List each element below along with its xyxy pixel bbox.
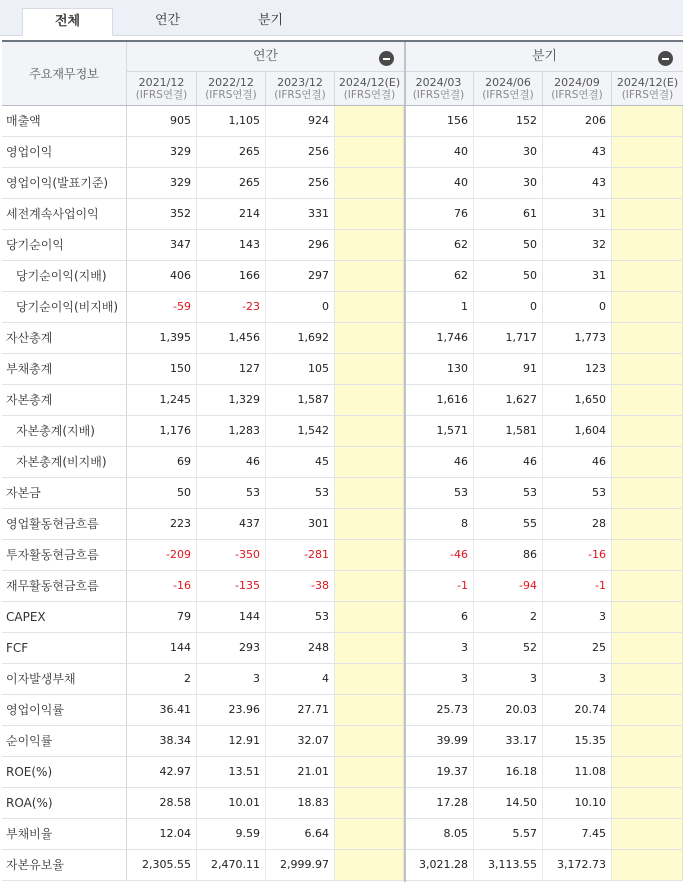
table-row [2,633,683,664]
table-cell [612,478,683,508]
row-label: 매출액 [2,106,127,136]
table-cell: 1,571 [404,416,474,446]
table-cell: 3,172.73 [543,850,612,880]
table-cell: 17.28 [404,788,474,818]
column-period: 2024/06 [485,76,531,89]
table-cell: 329 [127,168,197,198]
table-cell: 16.18 [474,757,543,787]
table-cell: -135 [197,571,266,601]
table-cell: 3 [543,602,612,632]
table-cell: 28.58 [127,788,197,818]
table-row [2,726,683,757]
table-cell: 46 [404,447,474,477]
column-header [266,72,335,106]
table-cell: 150 [127,354,197,384]
table-cell: -281 [266,540,335,570]
table-cell: 10.10 [543,788,612,818]
column-header [335,72,404,106]
row-label: ROA(%) [2,788,127,818]
financial-summary-table [2,40,683,882]
table-cell: 1,456 [197,323,266,353]
table-cell: 53 [543,478,612,508]
table-cell: -1 [543,571,612,601]
row-label: CAPEX [2,602,127,632]
group-header-quarterly [406,42,683,72]
table-cell: 1,283 [197,416,266,446]
table-cell: 86 [474,540,543,570]
column-header [543,72,612,106]
column-basis: (IFRS연결) [274,89,326,101]
table-cell: 293 [197,633,266,663]
row-label: 영업이익(발표기준) [2,168,127,198]
table-cell [612,447,683,477]
table-cell [335,416,404,446]
table-cell: 3 [474,664,543,694]
tab-bar [0,0,683,36]
table-cell [612,416,683,446]
row-label: 자본총계(지배) [2,416,127,446]
table-row [2,509,683,540]
table-cell: 1,604 [543,416,612,446]
table-cell [612,106,683,136]
table-cell [335,354,404,384]
table-cell: 2,999.97 [266,850,335,880]
column-period: 2024/09 [554,76,600,89]
row-label: 영업활동현금흐름 [2,509,127,539]
table-cell: 7.45 [543,819,612,849]
table-cell: 6 [404,602,474,632]
table-cell [335,292,404,322]
column-period: 2022/12 [208,76,254,89]
table-cell: 33.17 [474,726,543,756]
table-cell [612,137,683,167]
table-cell [612,385,683,415]
table-cell: 43 [543,168,612,198]
table-cell: 30 [474,168,543,198]
table-cell: -1 [404,571,474,601]
table-cell: 20.74 [543,695,612,725]
row-label: 당기순이익(지배) [2,261,127,291]
table-cell: 55 [474,509,543,539]
column-basis: (IFRS연결) [621,89,674,101]
row-label: 자본금 [2,478,127,508]
table-cell: 1,746 [404,323,474,353]
table-cell: 79 [127,602,197,632]
table-cell: 156 [404,106,474,136]
table-cell: 53 [474,478,543,508]
table-cell: 329 [127,137,197,167]
row-label: 영업이익 [2,137,127,167]
table-cell [612,726,683,756]
table-cell: -209 [127,540,197,570]
table-cell: 76 [404,199,474,229]
table-cell [335,633,404,663]
table-cell: 437 [197,509,266,539]
table-cell: 1,542 [266,416,335,446]
table-cell: 2,470.11 [197,850,266,880]
table-cell [612,664,683,694]
table-row [2,106,683,137]
table-cell [335,602,404,632]
table-cell: 50 [474,230,543,260]
table-cell: 1,105 [197,106,266,136]
table-cell [612,571,683,601]
column-period: 2023/12 [277,76,323,89]
table-cell: 53 [197,478,266,508]
table-row [2,385,683,416]
table-cell: 28 [543,509,612,539]
table-cell [335,695,404,725]
column-basis: (IFRS연결) [343,89,396,101]
table-cell: 14.50 [474,788,543,818]
column-period: 2021/12 [138,76,185,89]
table-cell: 352 [127,199,197,229]
table-cell: 53 [404,478,474,508]
table-cell: 53 [266,478,335,508]
table-cell: 91 [474,354,543,384]
table-cell: 1,692 [266,323,335,353]
table-cell [335,106,404,136]
column-header [474,72,543,106]
column-period: 2024/12(E) [338,76,401,89]
table-cell [335,478,404,508]
column-basis: (IFRS연결) [482,89,534,101]
table-cell [335,726,404,756]
table-cell: 3 [543,664,612,694]
table-cell [335,447,404,477]
table-cell [335,509,404,539]
row-label: 부채총계 [2,354,127,384]
row-label: 부채비율 [2,819,127,849]
table-cell [612,633,683,663]
table-cell [612,695,683,725]
table-cell: 127 [197,354,266,384]
table-cell: 36.41 [127,695,197,725]
table-cell: -59 [127,292,197,322]
table-cell: 1,773 [543,323,612,353]
table-cell [612,540,683,570]
column-header [197,72,266,106]
row-label: ROE(%) [2,757,127,787]
table-cell: 53 [266,602,335,632]
table-row [2,168,683,199]
table-cell: 31 [543,261,612,291]
table-cell [612,292,683,322]
table-cell: 2 [127,664,197,694]
group-separator [404,42,406,882]
table-cell: 3 [404,664,474,694]
table-cell: 19.37 [404,757,474,787]
row-label: 당기순이익 [2,230,127,260]
table-cell: 105 [266,354,335,384]
table-cell: 15.35 [543,726,612,756]
column-basis: (IFRS연결) [135,89,188,101]
table-cell [335,137,404,167]
table-cell: 130 [404,354,474,384]
table-cell: 46 [197,447,266,477]
table-cell: 1,627 [474,385,543,415]
table-cell: 248 [266,633,335,663]
column-period: 2024/12(E) [616,76,679,89]
table-row [2,850,683,881]
table-cell: 123 [543,354,612,384]
table-cell: 143 [197,230,266,260]
table-cell [612,261,683,291]
table-cell: 256 [266,137,335,167]
table-cell: 3,113.55 [474,850,543,880]
table-row [2,602,683,633]
table-cell [335,664,404,694]
table-cell: 43 [543,137,612,167]
table-cell: 1,245 [127,385,197,415]
table-cell: 265 [197,137,266,167]
table-cell: -16 [543,540,612,570]
table-cell: 18.83 [266,788,335,818]
table-cell: 1,717 [474,323,543,353]
table-cell: 1,395 [127,323,197,353]
table-row [2,695,683,726]
column-header [612,72,683,106]
table-row [2,757,683,788]
table-row [2,664,683,695]
table-cell: 25.73 [404,695,474,725]
table-cell: -46 [404,540,474,570]
table-cell: 46 [474,447,543,477]
table-cell: 30 [474,137,543,167]
table-cell: 1 [404,292,474,322]
row-label: 이자발생부채 [2,664,127,694]
table-cell: -94 [474,571,543,601]
table-cell: -38 [266,571,335,601]
row-label: 순이익률 [2,726,127,756]
table-cell [335,168,404,198]
table-cell: 25 [543,633,612,663]
collapse-annual-icon[interactable] [379,51,394,66]
table-cell: 144 [197,602,266,632]
row-label: 자본총계 [2,385,127,415]
table-row [2,571,683,602]
table-cell: 8 [404,509,474,539]
column-basis: (IFRS연결) [551,89,603,101]
table-cell: 32 [543,230,612,260]
table-cell: 331 [266,199,335,229]
table-cell [612,509,683,539]
group-quarterly-label: 분기 [531,49,558,64]
table-cell [612,819,683,849]
table-cell: 42.97 [127,757,197,787]
table-cell: 301 [266,509,335,539]
table-row [2,323,683,354]
table-cell [612,199,683,229]
table-cell: 347 [127,230,197,260]
table-cell: 3 [404,633,474,663]
table-cell: 12.91 [197,726,266,756]
table-cell: 3 [197,664,266,694]
row-label: 세전계속사업이익 [2,199,127,229]
table-cell [335,819,404,849]
table-cell: 23.96 [197,695,266,725]
table-cell: 6.64 [266,819,335,849]
table-cell: 0 [543,292,612,322]
table-cell: 2,305.55 [127,850,197,880]
row-label: 영업이익률 [2,695,127,725]
table-cell: 1,176 [127,416,197,446]
table-cell: 38.34 [127,726,197,756]
table-cell: 1,650 [543,385,612,415]
column-period: 2024/03 [415,76,462,89]
table-row [2,230,683,261]
table-cell: 31 [543,199,612,229]
table-cell [335,540,404,570]
table-cell: 32.07 [266,726,335,756]
table-cell: 297 [266,261,335,291]
table-cell: 13.51 [197,757,266,787]
table-cell: 27.71 [266,695,335,725]
table-cell: 9.59 [197,819,266,849]
table-cell [335,230,404,260]
table-cell: 50 [474,261,543,291]
column-basis: (IFRS연결) [412,89,465,101]
table-row [2,354,683,385]
table-row [2,478,683,509]
table-row [2,819,683,850]
table-cell: 0 [266,292,335,322]
table-cell [335,261,404,291]
table-cell: 11.08 [543,757,612,787]
table-cell: 10.01 [197,788,266,818]
table-cell [335,385,404,415]
tab-all[interactable]: 전체 [22,8,113,36]
group-annual-label: 연간 [252,49,279,64]
table-cell: 50 [127,478,197,508]
table-cell [335,850,404,880]
table-cell [612,323,683,353]
table-cell: 1,329 [197,385,266,415]
table-cell: 8.05 [404,819,474,849]
tab-annual[interactable]: 연간 [154,13,181,28]
table-row [2,199,683,230]
table-cell: 69 [127,447,197,477]
table-cell: 39.99 [404,726,474,756]
table-cell [335,571,404,601]
table-cell: 62 [404,230,474,260]
table-cell: 5.57 [474,819,543,849]
table-cell: 214 [197,199,266,229]
table-cell: 1,616 [404,385,474,415]
table-cell: 52 [474,633,543,663]
table-cell [612,230,683,260]
table-row [2,137,683,168]
row-label: 자산총계 [2,323,127,353]
table-cell: -16 [127,571,197,601]
table-cell [612,354,683,384]
row-label: 재무활동현금흐름 [2,571,127,601]
table-row [2,261,683,292]
table-cell: 2 [474,602,543,632]
table-cell: 166 [197,261,266,291]
table-cell: 905 [127,106,197,136]
table-cell: 223 [127,509,197,539]
table-cell: 46 [543,447,612,477]
table-cell [612,168,683,198]
row-label: FCF [2,633,127,663]
table-cell: 406 [127,261,197,291]
table-cell [335,788,404,818]
table-cell: 61 [474,199,543,229]
table-row [2,788,683,819]
table-cell [335,323,404,353]
table-cell [612,850,683,880]
table-cell: 924 [266,106,335,136]
table-cell: 45 [266,447,335,477]
table-cell: 20.03 [474,695,543,725]
group-header-annual [127,42,404,72]
column-header [127,72,197,106]
table-cell [612,757,683,787]
table-cell: 4 [266,664,335,694]
table-cell: 1,581 [474,416,543,446]
table-cell: -23 [197,292,266,322]
column-header [404,72,474,106]
row-label: 당기순이익(비지배) [2,292,127,322]
table-cell: -350 [197,540,266,570]
table-cell: 206 [543,106,612,136]
table-cell: 152 [474,106,543,136]
table-cell: 0 [474,292,543,322]
tab-quarterly[interactable]: 분기 [257,13,284,28]
table-cell: 1,587 [266,385,335,415]
row-label: 자본총계(비지배) [2,447,127,477]
table-row [2,292,683,323]
table-cell [612,788,683,818]
table-cell: 256 [266,168,335,198]
row-header-label: 주요재무정보 [2,42,127,106]
column-basis: (IFRS연결) [205,89,257,101]
table-cell: 40 [404,137,474,167]
table-cell: 40 [404,168,474,198]
table-cell: 62 [404,261,474,291]
table-cell: 21.01 [266,757,335,787]
table-cell [612,602,683,632]
table-cell: 265 [197,168,266,198]
table-cell: 296 [266,230,335,260]
table-cell [335,199,404,229]
table-cell: 144 [127,633,197,663]
table-row [2,416,683,447]
table-row [2,447,683,478]
table-cell: 12.04 [127,819,197,849]
table-row [2,540,683,571]
collapse-quarterly-icon[interactable] [658,51,673,66]
row-label: 투자활동현금흐름 [2,540,127,570]
table-cell: 3,021.28 [404,850,474,880]
table-cell [335,757,404,787]
row-label: 자본유보율 [2,850,127,880]
